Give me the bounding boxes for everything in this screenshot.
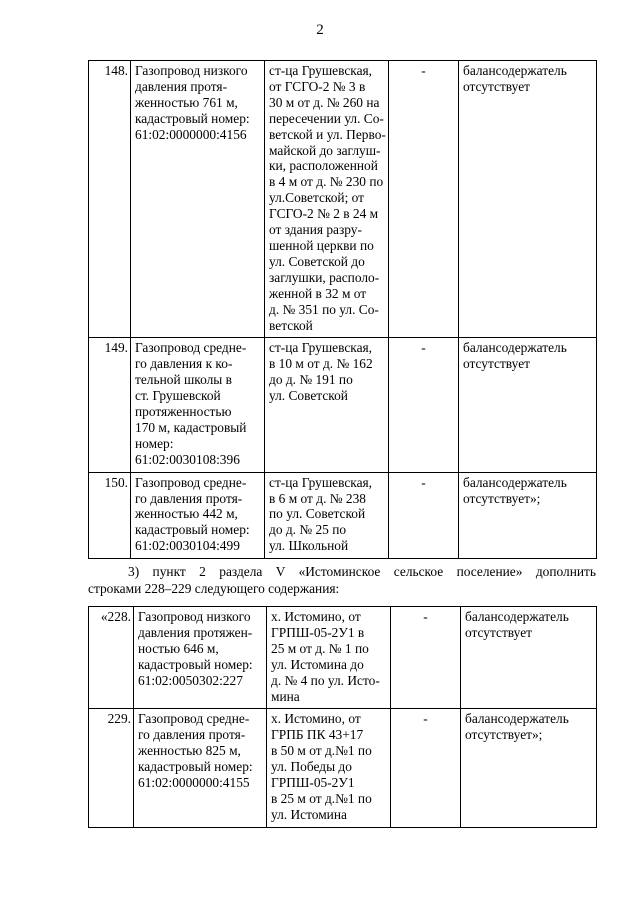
location-cell-line: ГРПБ ПК 43+17	[271, 727, 364, 743]
object-name-cell-line: кадастровый номер:	[135, 110, 250, 126]
empty-value-cell: -	[389, 338, 459, 472]
object-name-cell-line: женностью 825 м,	[138, 743, 241, 759]
object-name-cell-line: Газопровод низкого	[135, 63, 248, 78]
object-name-cell-line: 61:02:0000000:4155	[138, 775, 250, 791]
location-cell	[267, 607, 391, 709]
object-name-cell-line: номер:	[135, 435, 174, 451]
location-cell-line: ст-ца Грушевская,	[269, 63, 373, 78]
location-cell-line: ст-ца Грушевская,	[269, 340, 373, 356]
location-cell	[267, 709, 391, 827]
location-cell-line: ул. Советской до	[269, 253, 365, 269]
object-name-cell-line: протяженностью	[135, 404, 232, 420]
object-name-cell-line: 61:02:0030108:396	[135, 451, 240, 467]
location-cell-line: 25 м от д. № 1 по	[271, 640, 369, 656]
balance-holder-cell-line: балансодержатель	[465, 711, 569, 727]
location-cell-line: в 4 м от д. № 230 по	[269, 174, 384, 190]
table-body	[89, 61, 597, 559]
object-name-cell	[131, 338, 265, 472]
table-body	[89, 607, 597, 828]
location-cell-line: от здания разру-	[269, 222, 362, 238]
object-name-cell	[134, 607, 267, 709]
location-cell-line: ГРПШ-05-2У1 в	[271, 624, 365, 640]
balance-holder-cell-line: отсутствует	[463, 78, 530, 94]
location-cell-line: майской до заглуш-	[269, 142, 381, 158]
object-name-cell-line: ст. Грушевской	[135, 388, 221, 404]
object-name-cell-line: 61:02:0000000:4156	[135, 126, 247, 142]
object-name-cell-line: кадастровый номер:	[138, 759, 253, 775]
object-name-cell-line: женностью 761 м,	[135, 94, 238, 110]
balance-holder-cell-line: отсутствует»;	[463, 490, 541, 506]
object-name-cell-line: давления протя-	[135, 78, 228, 94]
object-name-cell	[131, 472, 265, 559]
empty-value-cell: -	[389, 61, 459, 338]
empty-value-cell: -	[389, 472, 459, 559]
location-cell-line: шенной церкви по	[269, 237, 374, 253]
object-name-cell-line: 61:02:0030104:499	[135, 538, 240, 554]
gas-pipeline-table-section-iv	[88, 60, 597, 559]
balance-holder-cell-line: отсутствует	[463, 356, 530, 372]
location-cell-line: ул. Победы до	[271, 759, 352, 775]
location-cell-line: до д. № 191 по	[269, 372, 353, 388]
balance-holder-cell-line: отсутствует	[465, 624, 532, 640]
balance-holder-cell	[461, 607, 597, 709]
balance-holder-cell-line: балансодержатель	[463, 474, 567, 490]
location-cell-line: 30 м от д. № 260 на	[269, 94, 380, 110]
object-name-cell-line: го давления протя-	[138, 727, 246, 743]
object-name-cell-line: давления протяжен-	[138, 624, 253, 640]
page-number: 2	[316, 22, 324, 38]
row-number: «228.	[89, 607, 134, 709]
location-cell-line: ул. Советской	[269, 388, 348, 404]
object-name-cell-line: кадастровый номер:	[135, 522, 250, 538]
location-cell-line: д. № 4 по ул. Исто-	[271, 672, 380, 688]
table-row	[89, 607, 597, 709]
object-name-cell-line: Газопровод низкого	[138, 609, 251, 624]
location-cell-line: х. Истомино, от	[271, 711, 361, 727]
object-name-cell	[131, 61, 265, 338]
table-row	[89, 61, 597, 338]
object-name-cell-line: Газопровод средне-	[138, 711, 250, 727]
balance-holder-cell	[459, 338, 597, 472]
location-cell-line: в 6 м от д. № 238	[269, 490, 366, 506]
location-cell-line: ветской	[269, 317, 313, 333]
location-cell-line: мина	[271, 688, 300, 704]
location-cell-line: пересечении ул. Со-	[269, 110, 384, 126]
location-cell-line: до д. № 25 по	[269, 522, 347, 538]
location-cell-line: х. Истомино, от	[271, 609, 361, 624]
table-row	[89, 338, 597, 472]
location-cell-line: от ГСГО-2 № 3 в	[269, 78, 366, 94]
location-cell-line: ул.Советской; от	[269, 190, 365, 206]
location-cell-line: ст-ца Грушевская,	[269, 474, 373, 490]
object-name-cell	[134, 709, 267, 827]
location-cell-line: по ул. Советской	[269, 506, 366, 522]
table-row	[89, 472, 597, 559]
location-cell	[265, 61, 389, 338]
location-cell	[265, 338, 389, 472]
balance-holder-cell	[459, 472, 597, 559]
amendment-paragraph	[88, 563, 596, 597]
object-name-cell-line: 170 м, кадастровый	[135, 419, 247, 435]
row-number: 149.	[89, 338, 131, 472]
location-cell-line: ул. Истомина	[271, 806, 347, 822]
paragraph-line-1: 3) пункт 2 раздела V «Истоминское сельское поселение» дополнить	[128, 564, 596, 579]
location-cell-line: ГРПШ-05-2У1	[271, 775, 355, 791]
object-name-cell-line: ностью 646 м,	[138, 640, 219, 656]
balance-holder-cell-line: отсутствует»;	[465, 727, 543, 743]
balance-holder-cell	[459, 61, 597, 338]
balance-holder-cell-line: балансодержатель	[465, 609, 569, 624]
location-cell-line: в 50 м от д.№1 по	[271, 743, 372, 759]
location-cell-line: д. № 351 по ул. Со-	[269, 301, 379, 317]
object-name-cell-line: кадастровый номер:	[138, 656, 253, 672]
table-row	[89, 709, 597, 827]
location-cell-line: в 25 м от д.№1 по	[271, 790, 372, 806]
location-cell-line: ветской и ул. Перво-	[269, 126, 386, 142]
object-name-cell-line: 61:02:0050302:227	[138, 672, 243, 688]
object-name-cell-line: женностью 442 м,	[135, 506, 238, 522]
balance-holder-cell-line: балансодержатель	[463, 63, 567, 78]
location-cell-line: женной в 32 м от	[269, 285, 367, 301]
object-name-cell-line: Газопровод средне-	[135, 340, 247, 356]
location-cell-line: ул. Истомина до	[271, 656, 364, 672]
balance-holder-cell-line: балансодержатель	[463, 340, 567, 356]
object-name-cell-line: го давления протя-	[135, 490, 243, 506]
balance-holder-cell	[461, 709, 597, 827]
row-number: 229.	[89, 709, 134, 827]
location-cell-line: ки, расположенной	[269, 158, 378, 174]
location-cell-line: ГСГО-2 № 2 в 24 м	[269, 206, 379, 222]
row-number: 150.	[89, 472, 131, 559]
empty-value-cell: -	[391, 709, 461, 827]
object-name-cell-line: го давления к ко-	[135, 356, 233, 372]
object-name-cell-line: тельной школы в	[135, 372, 232, 388]
location-cell-line: ул. Школьной	[269, 538, 349, 554]
object-name-cell-line: Газопровод средне-	[135, 474, 247, 490]
empty-value-cell: -	[391, 607, 461, 709]
location-cell-line: заглушки, располо-	[269, 269, 380, 285]
location-cell-line: в 10 м от д. № 162	[269, 356, 373, 372]
paragraph-line-2: строками 228–229 следующего содержания:	[88, 581, 340, 596]
gas-pipeline-table-section-v	[88, 606, 597, 828]
location-cell	[265, 472, 389, 559]
row-number: 148.	[89, 61, 131, 338]
